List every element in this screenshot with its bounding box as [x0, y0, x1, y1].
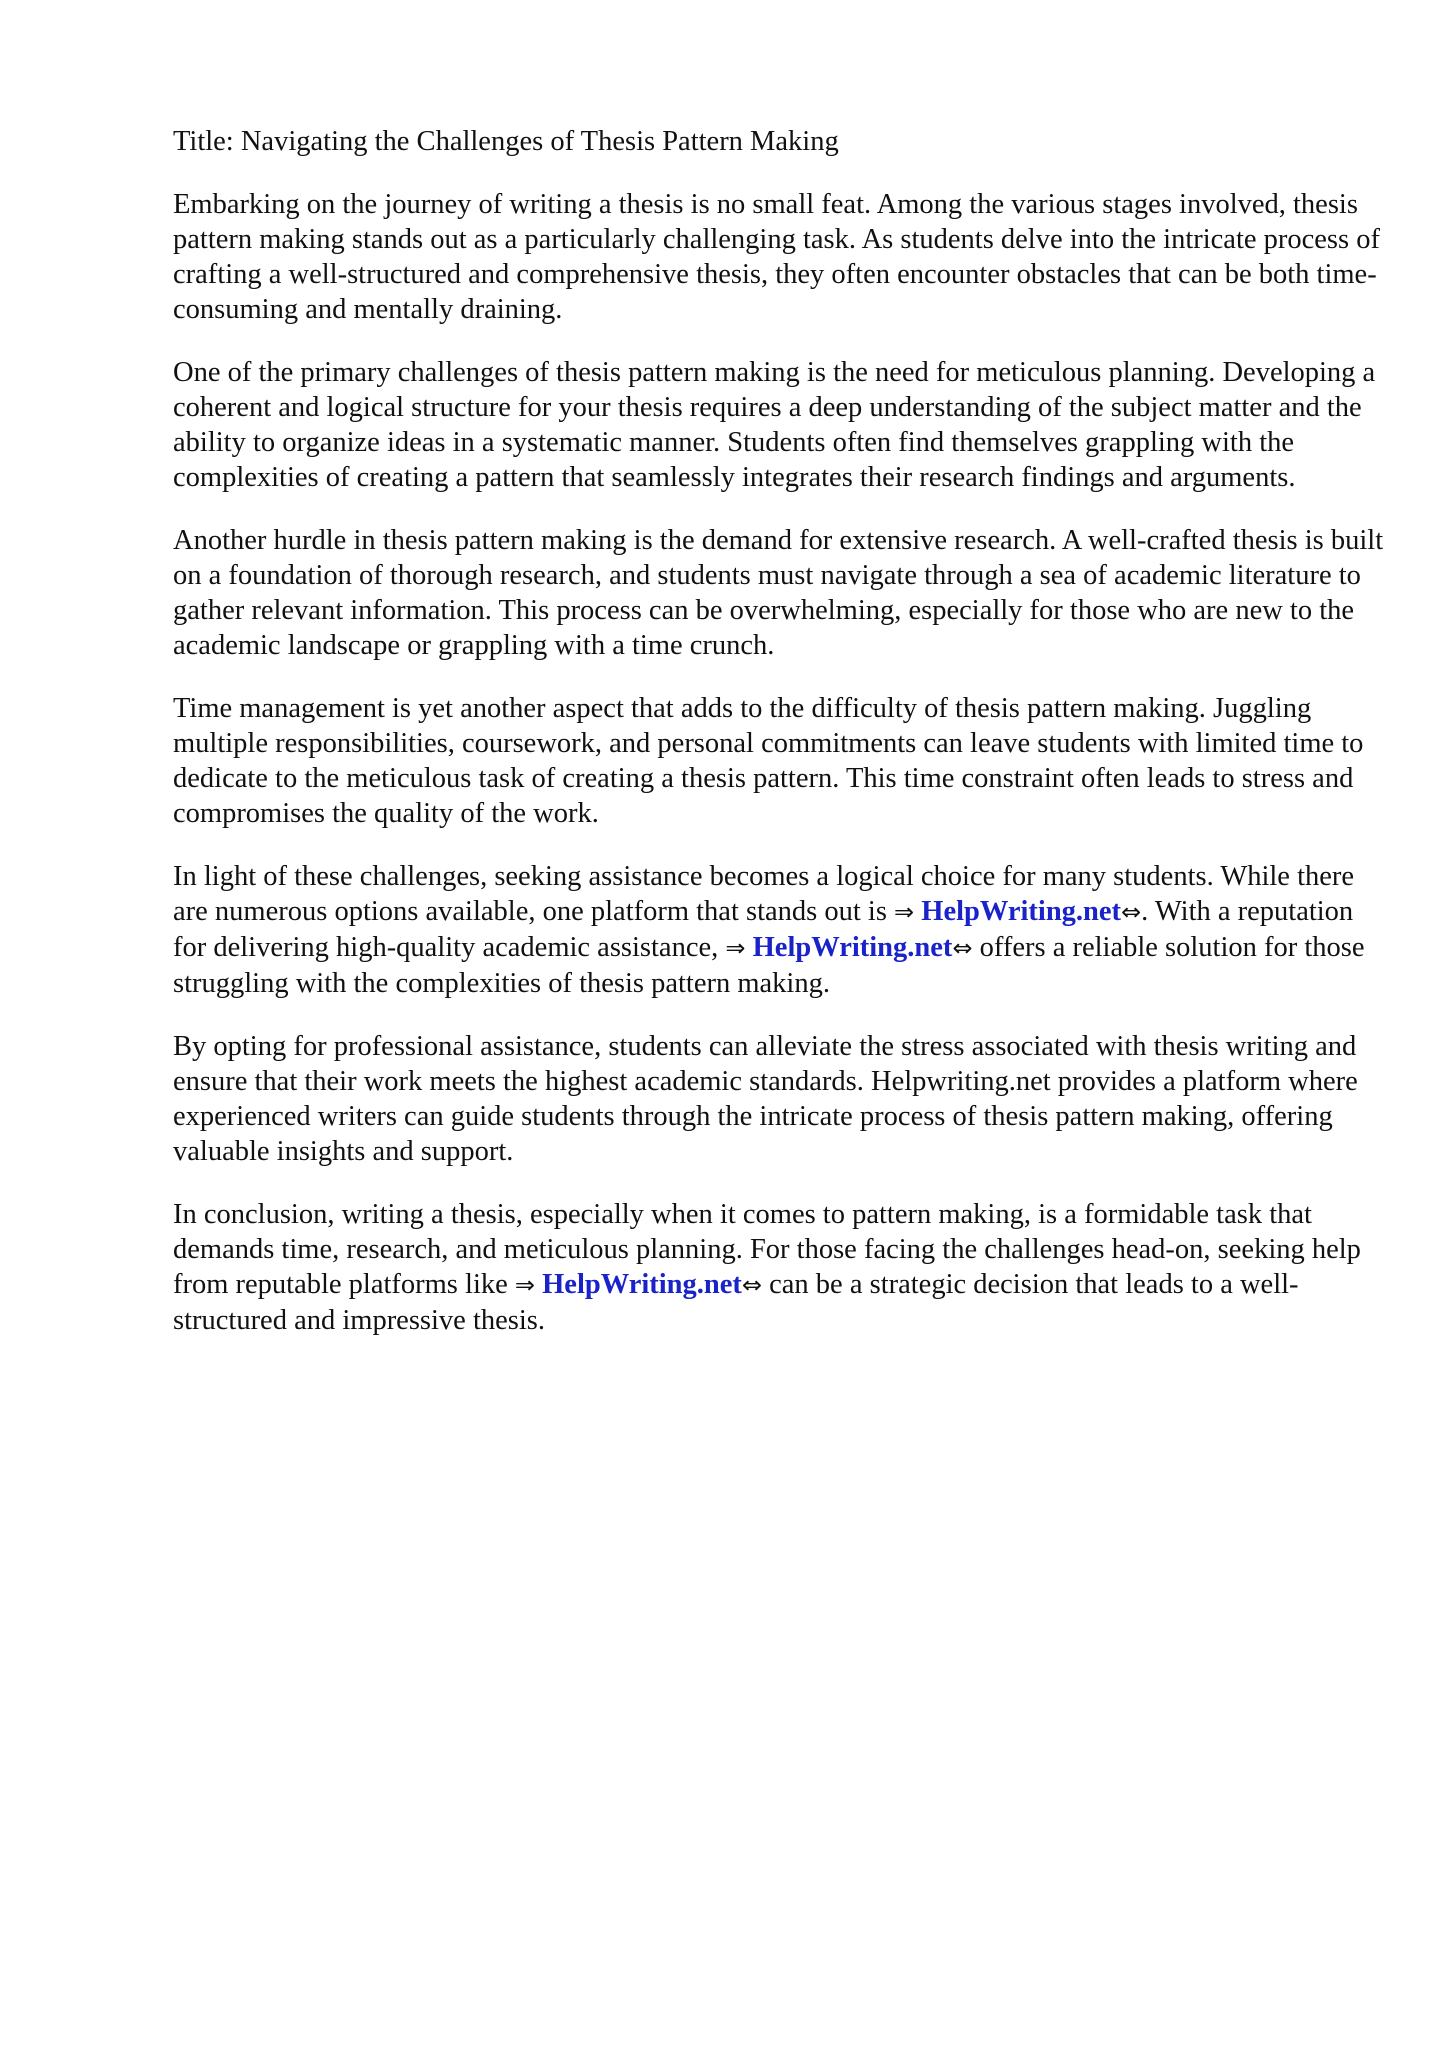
paragraph-assistance-text-2: . With a reputation for delivering high-quality academic assistance,: [173, 896, 1354, 963]
helpwriting-link-2[interactable]: HelpWriting.net: [752, 932, 953, 963]
paragraph-conclusion-text-1: In conclusion, writing a thesis, especially when it comes to pattern making, is a formidable task that demands time, research, and meticulous planning. For those facing the challenges head-on, seeking help from reputable platforms like: [173, 1199, 1361, 1300]
paragraph-assistance: [173, 859, 1385, 1001]
paragraph-assistance-text-3: offers a reliable solution for those struggling with the complexities of thesis pattern making.: [173, 932, 1365, 999]
double-left-right-arrow-icon: ⇔: [1121, 898, 1142, 926]
double-right-arrow-icon: ⇒: [725, 934, 746, 962]
double-left-right-arrow-icon: ⇔: [952, 934, 973, 962]
double-right-arrow-icon: ⇒: [514, 1271, 535, 1299]
helpwriting-link-1[interactable]: HelpWriting.net: [921, 896, 1122, 927]
paragraph-conclusion-text-2: can be a strategic decision that leads to a well-structured and impressive thesis.: [173, 1269, 1299, 1336]
paragraph-conclusion: [173, 1197, 1385, 1338]
helpwriting-link-group-1: [894, 896, 1141, 927]
helpwriting-link-group-3: [515, 1269, 762, 1300]
paragraph-intro: Embarking on the journey of writing a thesis is no small feat. Among the various stages involved, thesis pattern making stands out as a particularly challenging task. As students delve into the intricate process of crafting a well-structured and comprehensive thesis, they often encounter obstacles that can be both time-consuming and mentally draining.: [173, 189, 1380, 325]
document-body: [173, 124, 1385, 1366]
paragraph-professional-help: By opting for professional assistance, students can alleviate the stress associated with thesis writing and ensure that their work meets the highest academic standards. Helpwriting.net provides a platform where experienced writers can guide students through the intricate process of thesis pattern making, offering valuable insights and support.: [173, 1031, 1358, 1167]
paragraph-time-management: Time management is yet another aspect that adds to the difficulty of thesis pattern making. Juggling multiple responsibilities, coursework, and personal commitments can leave students with limited time to dedicate to the meticulous task of creating a thesis pattern. This time constraint often leads to stress and compromises the quality of the work.: [173, 693, 1364, 829]
double-right-arrow-icon: ⇒: [894, 898, 915, 926]
helpwriting-link-3[interactable]: HelpWriting.net: [542, 1269, 742, 1300]
helpwriting-link-group-2: [725, 932, 972, 963]
document-title: Title: Navigating the Challenges of Thesis Pattern Making: [173, 126, 839, 157]
paragraph-research: Another hurdle in thesis pattern making is the demand for extensive research. A well-crafted thesis is built on a foundation of thorough research, and students must navigate through a sea of academic literature to gather relevant information. This process can be overwhelming, especially for those who are new to the academic landscape or grappling with a time crunch.: [173, 525, 1384, 661]
paragraph-planning: One of the primary challenges of thesis pattern making is the need for meticulous planning. Developing a coherent and logical structure for your thesis requires a deep understanding of the subject matter and the ability to organize ideas in a systematic manner. Students often find themselves grappling with the complexities of creating a pattern that seamlessly integrates their research findings and arguments.: [173, 357, 1376, 493]
paragraph-assistance-text-1: In light of these challenges, seeking assistance becomes a logical choice for many students. While there are numerous options available, one platform that stands out is: [173, 861, 1355, 927]
double-left-right-arrow-icon: ⇔: [741, 1271, 762, 1299]
